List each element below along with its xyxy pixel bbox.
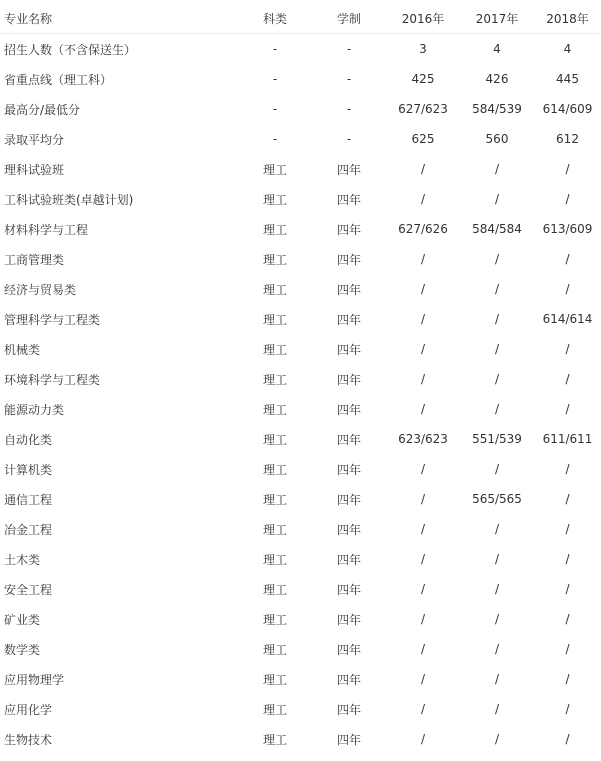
cell-category: - [272, 132, 278, 146]
admission-scores-table [0, 4, 601, 754]
cell-category: 理工 [262, 492, 287, 507]
cell-year-2017: / [494, 162, 500, 176]
cell-major-name: 矿业类 [4, 612, 41, 627]
table-row [0, 304, 601, 334]
cell-category: - [272, 72, 278, 86]
cell-year-2018: 614/614 [542, 312, 593, 326]
cell-duration: 四年 [336, 702, 361, 717]
cell-major-name: 理科试验班 [4, 162, 65, 177]
cell-year-2016: / [420, 642, 426, 656]
cell-year-2017: 551/539 [472, 432, 522, 446]
cell-category: 理工 [262, 372, 287, 387]
cell-year-2018: 4 [563, 42, 572, 56]
cell-major-name: 计算机类 [4, 462, 53, 477]
cell-major-name: 冶金工程 [4, 522, 53, 537]
cell-year-2018: / [565, 342, 570, 356]
cell-major-name: 土木类 [4, 552, 41, 567]
cell-year-2017: / [494, 702, 500, 716]
table-header-row [0, 4, 601, 34]
cell-category: 理工 [262, 282, 287, 297]
cell-year-2016: / [420, 672, 426, 686]
cell-category: 理工 [262, 642, 287, 657]
cell-year-2018: / [565, 582, 570, 596]
cell-year-2017: / [494, 462, 500, 476]
cell-duration: 四年 [336, 732, 361, 747]
cell-year-2018: / [565, 492, 570, 506]
header-major-name: 专业名称 [0, 4, 238, 34]
cell-duration: 四年 [336, 582, 361, 597]
cell-duration: - [346, 42, 352, 56]
cell-year-2016: / [420, 312, 426, 326]
table-row [0, 94, 601, 124]
cell-year-2018: / [565, 522, 570, 536]
table-row [0, 484, 601, 514]
cell-year-2016: / [420, 702, 426, 716]
cell-category: 理工 [262, 162, 287, 177]
cell-year-2018: / [565, 192, 570, 206]
cell-year-2017: 584/584 [472, 222, 522, 236]
cell-duration: 四年 [336, 282, 361, 297]
cell-year-2017: / [494, 372, 500, 386]
cell-major-name: 应用物理学 [4, 672, 65, 687]
header-category: 科类 [238, 4, 312, 34]
cell-major-name: 能源动力类 [4, 402, 65, 417]
cell-year-2018: 613/609 [542, 222, 593, 236]
table-row [0, 424, 601, 454]
cell-year-2017: / [494, 252, 500, 266]
cell-major-name: 数学类 [4, 642, 41, 657]
cell-year-2017: / [494, 612, 500, 626]
cell-year-2017: 584/539 [472, 102, 522, 116]
cell-year-2017: 560 [485, 132, 509, 146]
cell-major-name: 最高分/最低分 [4, 102, 81, 117]
cell-year-2016: / [420, 372, 426, 386]
table-row [0, 394, 601, 424]
cell-category: - [272, 42, 278, 56]
cell-major-name: 生物技术 [4, 732, 53, 747]
cell-major-name: 自动化类 [4, 432, 53, 447]
cell-duration: 四年 [336, 432, 361, 447]
cell-year-2018: / [565, 642, 570, 656]
cell-year-2018: 614/609 [542, 102, 593, 116]
cell-year-2016: / [420, 492, 426, 506]
cell-year-2017: 426 [485, 72, 509, 86]
cell-year-2017: / [494, 732, 500, 746]
cell-category: 理工 [262, 612, 287, 627]
cell-category: 理工 [262, 432, 287, 447]
table-row [0, 544, 601, 574]
table-row [0, 514, 601, 544]
cell-year-2017: / [494, 552, 500, 566]
table-row [0, 724, 601, 754]
cell-year-2016: / [420, 162, 426, 176]
table-row [0, 244, 601, 274]
cell-year-2018: / [565, 372, 570, 386]
cell-major-name: 管理科学与工程类 [4, 312, 101, 327]
table-row [0, 334, 601, 364]
cell-duration: 四年 [336, 342, 361, 357]
cell-year-2016: / [420, 282, 426, 296]
table-row [0, 634, 601, 664]
cell-category: 理工 [262, 192, 287, 207]
cell-year-2018: / [565, 672, 570, 686]
header-year-2017: 2017年 [460, 4, 534, 34]
cell-duration: 四年 [336, 192, 361, 207]
table-row [0, 274, 601, 304]
cell-category: 理工 [262, 462, 287, 477]
cell-duration: 四年 [336, 312, 361, 327]
cell-duration: 四年 [336, 612, 361, 627]
header-duration: 学制 [312, 4, 386, 34]
cell-duration: 四年 [336, 522, 361, 537]
cell-year-2017: / [494, 312, 500, 326]
cell-year-2016: / [420, 342, 426, 356]
cell-category: 理工 [262, 402, 287, 417]
cell-year-2016: / [420, 402, 426, 416]
cell-year-2016: 3 [419, 42, 427, 56]
cell-major-name: 省重点线（理工科） [4, 72, 113, 87]
cell-major-name: 工商管理类 [4, 252, 65, 267]
cell-duration: 四年 [336, 672, 361, 687]
cell-year-2017: / [494, 672, 500, 686]
cell-year-2018: / [565, 252, 570, 266]
cell-year-2018: / [565, 612, 570, 626]
cell-duration: - [346, 102, 352, 116]
table-row [0, 154, 601, 184]
cell-category: 理工 [262, 342, 287, 357]
table-row [0, 34, 601, 65]
cell-year-2016: 623/623 [398, 432, 448, 446]
cell-duration: 四年 [336, 252, 361, 267]
cell-year-2018: / [565, 552, 570, 566]
table-row [0, 574, 601, 604]
cell-year-2016: 625 [411, 132, 435, 146]
cell-major-name: 环境科学与工程类 [4, 372, 101, 387]
cell-year-2016: / [420, 252, 426, 266]
cell-duration: 四年 [336, 222, 361, 237]
cell-duration: - [346, 72, 352, 86]
table-row [0, 364, 601, 394]
cell-year-2016: / [420, 552, 426, 566]
cell-major-name: 经济与贸易类 [4, 282, 77, 297]
cell-year-2017: / [494, 192, 500, 206]
cell-year-2017: 4 [493, 42, 501, 56]
cell-major-name: 通信工程 [4, 492, 53, 507]
cell-duration: 四年 [336, 642, 361, 657]
cell-year-2016: 627/626 [398, 222, 448, 236]
cell-major-name: 材料科学与工程 [4, 222, 89, 237]
cell-category: 理工 [262, 252, 287, 267]
cell-year-2017: / [494, 642, 500, 656]
cell-year-2018: / [565, 402, 570, 416]
cell-category: 理工 [262, 222, 287, 237]
cell-category: 理工 [262, 552, 287, 567]
cell-category: 理工 [262, 522, 287, 537]
cell-year-2016: / [420, 612, 426, 626]
cell-duration: 四年 [336, 162, 361, 177]
cell-year-2017: / [494, 522, 500, 536]
cell-category: 理工 [262, 582, 287, 597]
cell-year-2018: 445 [556, 72, 579, 86]
cell-duration: 四年 [336, 492, 361, 507]
cell-year-2018: 612 [556, 132, 579, 146]
cell-year-2016: / [420, 462, 426, 476]
cell-year-2018: / [565, 462, 570, 476]
cell-year-2016: / [420, 582, 426, 596]
table-row [0, 604, 601, 634]
table-row [0, 64, 601, 94]
cell-year-2016: / [420, 192, 426, 206]
cell-major-name: 安全工程 [4, 582, 53, 597]
cell-year-2016: 627/623 [398, 102, 448, 116]
cell-major-name: 招生人数（不含保送生） [4, 42, 137, 57]
cell-duration: 四年 [336, 372, 361, 387]
table-row [0, 694, 601, 724]
cell-category: 理工 [262, 312, 287, 327]
cell-major-name: 应用化学 [4, 702, 53, 717]
cell-year-2018: / [565, 162, 570, 176]
table-row [0, 214, 601, 244]
cell-year-2018: / [565, 282, 570, 296]
table-row [0, 454, 601, 484]
cell-duration: - [346, 132, 352, 146]
cell-year-2017: / [494, 342, 500, 356]
cell-year-2018: / [565, 702, 570, 716]
cell-category: 理工 [262, 702, 287, 717]
cell-year-2017: / [494, 282, 500, 296]
cell-category: 理工 [262, 732, 287, 747]
cell-year-2017: / [494, 582, 500, 596]
cell-major-name: 录取平均分 [4, 132, 65, 147]
cell-year-2018: / [565, 732, 570, 746]
cell-major-name: 机械类 [4, 342, 41, 357]
header-year-2018: 2018年 [534, 4, 601, 34]
cell-major-name: 工科试验班类(卓越计划) [4, 192, 134, 207]
cell-year-2018: 611/611 [542, 432, 593, 446]
cell-duration: 四年 [336, 402, 361, 417]
cell-year-2017: 565/565 [472, 492, 522, 506]
table-row [0, 184, 601, 214]
table-row [0, 124, 601, 154]
cell-year-2016: / [420, 732, 426, 746]
cell-duration: 四年 [336, 462, 361, 477]
cell-category: 理工 [262, 672, 287, 687]
cell-year-2016: / [420, 522, 426, 536]
cell-category: - [272, 102, 278, 116]
cell-year-2016: 425 [411, 72, 435, 86]
table-row [0, 664, 601, 694]
cell-year-2017: / [494, 402, 500, 416]
cell-duration: 四年 [336, 552, 361, 567]
header-year-2016: 2016年 [386, 4, 460, 34]
